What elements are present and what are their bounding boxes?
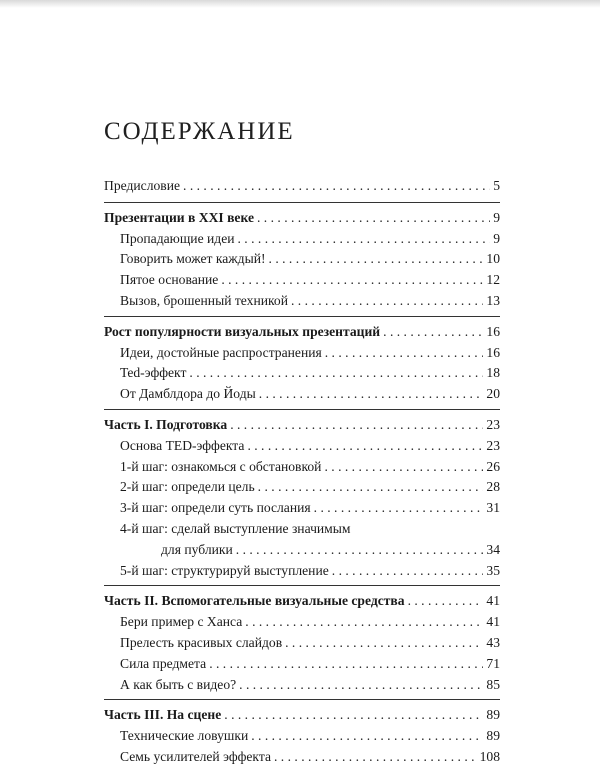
toc-page-number: 16 bbox=[486, 323, 500, 339]
toc-entry[interactable] bbox=[104, 561, 500, 582]
toc-entry[interactable] bbox=[104, 249, 500, 270]
dot-leader bbox=[236, 540, 484, 561]
toc-page-number: 71 bbox=[486, 655, 500, 671]
toc-entry[interactable] bbox=[104, 747, 500, 768]
dot-leader bbox=[230, 415, 483, 436]
toc-entry-title: 3-й шаг: определи суть послания bbox=[120, 500, 311, 516]
toc-page-number: 23 bbox=[486, 437, 500, 453]
toc-page-number: 34 bbox=[486, 541, 500, 557]
dot-leader bbox=[332, 561, 484, 582]
toc-page-number: 108 bbox=[479, 748, 500, 764]
dot-leader bbox=[259, 384, 484, 405]
page-top-edge bbox=[0, 0, 600, 8]
dot-leader bbox=[183, 176, 490, 197]
toc-entry-title: 1-й шаг: ознакомься с обстановкой bbox=[120, 458, 322, 474]
dot-leader bbox=[258, 477, 484, 498]
dot-leader bbox=[221, 270, 483, 291]
toc-page-number: 18 bbox=[486, 365, 500, 381]
toc-entry[interactable] bbox=[104, 343, 500, 364]
toc-page-number: 16 bbox=[486, 344, 500, 360]
toc-entry-title: Основа TED-эффекта bbox=[120, 437, 245, 453]
dot-leader bbox=[239, 675, 483, 696]
toc-entry[interactable] bbox=[104, 176, 500, 197]
toc-section bbox=[104, 705, 500, 771]
toc-page-number: 41 bbox=[486, 614, 500, 630]
toc-page-number: 26 bbox=[486, 458, 500, 474]
dot-leader bbox=[325, 343, 484, 364]
dot-leader bbox=[274, 747, 477, 768]
toc-page-number: 43 bbox=[486, 634, 500, 650]
toc-entry-title: Вызов, брошенный техникой bbox=[120, 292, 288, 308]
toc-section bbox=[104, 322, 500, 410]
toc-entry[interactable] bbox=[104, 654, 500, 675]
dot-leader bbox=[314, 498, 484, 519]
toc-entry-title: Технические ловушки bbox=[120, 728, 249, 744]
toc-page-number: 5 bbox=[493, 178, 500, 193]
toc-entry-title: 5-й шаг: структурируй выступление bbox=[120, 562, 329, 578]
toc-page-number: 10 bbox=[486, 251, 500, 267]
toc-entry[interactable] bbox=[104, 477, 500, 498]
dot-leader bbox=[245, 612, 483, 633]
toc-entry[interactable] bbox=[104, 633, 500, 654]
toc-entry[interactable] bbox=[104, 457, 500, 478]
toc-entry[interactable] bbox=[104, 384, 500, 405]
toc-page-number: 89 bbox=[486, 707, 500, 723]
dot-leader bbox=[189, 363, 483, 384]
toc-chapter-entry[interactable] bbox=[104, 208, 500, 229]
toc-entry-title: для публики bbox=[161, 541, 233, 557]
toc-entry-title: Сила предмета bbox=[120, 655, 207, 671]
dot-leader bbox=[238, 229, 491, 250]
toc-chapter-entry[interactable] bbox=[104, 705, 500, 726]
toc-entry-title: 4-й шаг: сделай выступление значимым bbox=[120, 520, 351, 536]
toc-entry[interactable] bbox=[104, 363, 500, 384]
table-of-contents bbox=[104, 176, 500, 777]
dot-leader bbox=[285, 633, 483, 654]
dot-leader bbox=[224, 705, 483, 726]
toc-chapter-entry[interactable] bbox=[104, 591, 500, 612]
toc-entry-title: 2-й шаг: определи цель bbox=[120, 479, 255, 495]
toc-page-number: 9 bbox=[493, 230, 500, 246]
toc-entry-title: Предисловие bbox=[104, 178, 181, 193]
toc-entry[interactable] bbox=[104, 726, 500, 747]
toc-entry-title: Бери пример с Ханса bbox=[120, 614, 243, 630]
toc-entry-title: Говорить может каждый! bbox=[120, 251, 266, 267]
dot-leader bbox=[324, 457, 483, 478]
toc-page-number: 28 bbox=[486, 479, 500, 495]
toc-entry-title: Пятое основание bbox=[120, 272, 219, 288]
toc-section bbox=[104, 415, 500, 586]
dot-leader bbox=[247, 436, 483, 457]
dot-leader bbox=[383, 322, 483, 343]
dot-leader bbox=[257, 208, 490, 229]
dot-leader bbox=[408, 591, 484, 612]
toc-entry[interactable] bbox=[104, 436, 500, 457]
toc-entry-title: Ted-эффект bbox=[120, 365, 187, 381]
toc-entry-title: Часть II. Вспомогательные визуальные средства bbox=[104, 593, 405, 609]
toc-entry-title: А как быть с видео? bbox=[120, 676, 237, 692]
toc-entry-title: Прелесть красивых слайдов bbox=[120, 634, 283, 650]
toc-page-number: 35 bbox=[486, 562, 500, 578]
toc-page-number: 23 bbox=[486, 416, 500, 432]
toc-entry-title: Рост популярности визуальных презентаций bbox=[104, 323, 381, 339]
dot-leader bbox=[251, 726, 483, 747]
toc-entry[interactable] bbox=[104, 229, 500, 250]
toc-entry-title: Семь усилителей эффекта bbox=[120, 748, 271, 764]
toc-entry[interactable] bbox=[104, 519, 500, 540]
toc-page-number: 31 bbox=[486, 500, 500, 516]
toc-entry[interactable] bbox=[104, 498, 500, 519]
toc-entry[interactable] bbox=[104, 612, 500, 633]
dot-leader bbox=[269, 249, 484, 270]
toc-entry[interactable] bbox=[104, 540, 500, 561]
page-title: СОДЕРЖАНИЕ bbox=[104, 118, 295, 145]
toc-entry-title: Идеи, достойные распространения bbox=[120, 344, 322, 360]
toc-entry-title: Часть I. Подготовка bbox=[104, 416, 228, 432]
toc-page-number: 9 bbox=[493, 209, 500, 225]
toc-page-number: 20 bbox=[486, 386, 500, 402]
toc-page-number: 41 bbox=[486, 593, 500, 609]
toc-section bbox=[104, 176, 500, 203]
toc-page-number: 12 bbox=[486, 272, 500, 288]
toc-page-number: 89 bbox=[486, 728, 500, 744]
toc-entry-title: Презентации в XXI веке bbox=[104, 209, 254, 225]
dot-leader bbox=[291, 291, 483, 312]
toc-section bbox=[104, 208, 500, 317]
toc-entry-title: Пропадающие идеи bbox=[120, 230, 235, 246]
dot-leader bbox=[209, 654, 483, 675]
toc-page-number: 85 bbox=[486, 676, 500, 692]
toc-entry[interactable] bbox=[104, 675, 500, 696]
toc-chapter-entry[interactable] bbox=[104, 322, 500, 343]
toc-section bbox=[104, 591, 500, 700]
toc-page-number: 13 bbox=[486, 292, 500, 308]
toc-entry-title: От Дамблдора до Йоды bbox=[120, 386, 256, 402]
toc-entry[interactable] bbox=[104, 291, 500, 312]
toc-entry[interactable] bbox=[104, 270, 500, 291]
toc-chapter-entry[interactable] bbox=[104, 415, 500, 436]
toc-entry-title: Часть III. На сцене bbox=[104, 707, 222, 723]
